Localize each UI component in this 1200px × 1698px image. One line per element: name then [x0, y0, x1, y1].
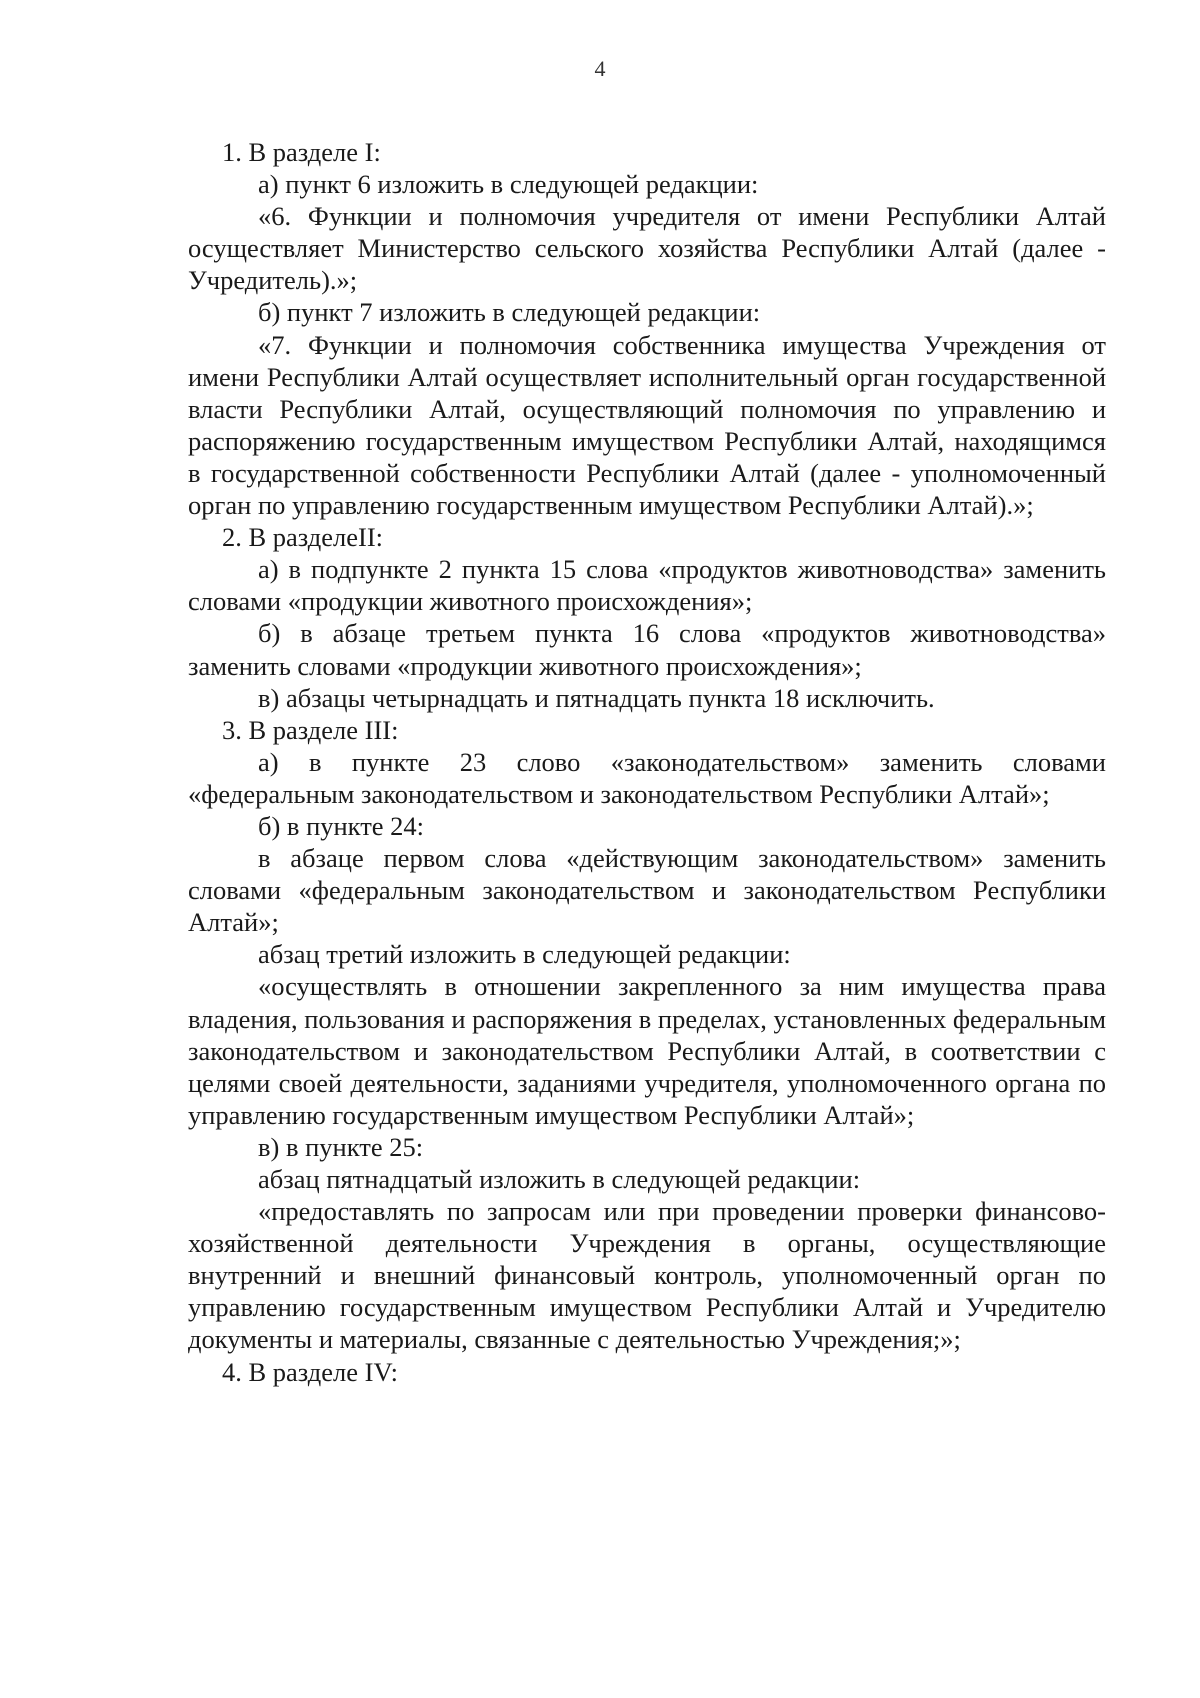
paragraph: «предоставлять по запросам или при проведении проверки финансово-хозяйственной деятельности Учреждения в органы, осуществляющие внутренний и внешний финансовый контроль, уполномоченный орган по управлению государственным имуществом Республики Алтай и Учредителю документы и материалы, связанные с деятельностью Учреждения;»;	[188, 1196, 1106, 1355]
paragraph: «6. Функции и полномочия учредителя от имени Республики Алтай осуществляет Министерство сельского хозяйства Республики Алтай (далее - Учредитель).»;	[188, 201, 1106, 296]
section-heading-3: 3. В разделе III:	[222, 714, 399, 745]
paragraph: а) пункт 6 изложить в следующей редакции:	[258, 169, 759, 200]
paragraph: в) в пункте 25:	[258, 1131, 424, 1162]
paragraph: б) в пункте 24:	[258, 810, 425, 841]
paragraph: в абзаце первом слова «действующим законодательством» заменить словами «федеральным законодательством и законодательством Республики Алтай»;	[188, 843, 1106, 938]
page-number: 4	[594, 56, 606, 81]
paragraph: а) в подпункте 2 пункта 15 слова «продуктов животноводства» заменить словами «продукции животного происхождения»;	[188, 554, 1106, 617]
section-heading-4: 4. В разделе IV:	[222, 1356, 399, 1387]
section-heading-1: 1. В разделе I:	[222, 137, 381, 167]
paragraph: б) пункт 7 изложить в следующей редакции:	[258, 297, 761, 328]
paragraph: «осуществлять в отношении закрепленного за ним имущества права владения, пользования и распоряжения в пределах, установленных федеральным законодательством и законодательством Республики Алтай, в соответствии с целями своей деятельности, заданиями учредителя, уполномоченного органа по управлению государственным имуществом Республики Алтай»;	[188, 971, 1106, 1130]
document-body	[188, 136, 1106, 1388]
paragraph: в) абзацы четырнадцать и пятнадцать пункта 18 исключить.	[258, 682, 935, 713]
paragraph: абзац пятнадцатый изложить в следующей редакции:	[258, 1164, 861, 1194]
paragraph: а) в пункте 23 слово «законодательством» заменить словами «федеральным законодательством и законодательством Республики Алтай»;	[188, 746, 1106, 809]
section-heading-2: 2. В разделеII:	[222, 522, 384, 553]
paragraph: б) в абзаце третьем пункта 16 слова «продуктов животноводства» заменить словами «продукции животного происхождения»;	[188, 618, 1106, 681]
paragraph: «7. Функции и полномочия собственника имущества Учреждения от имени Республики Алтай осуществляет исполнительный орган государственной власти Республики Алтай, осуществляющий полномочия по управлению и распоряжению государственным имуществом Республики Алтай, находящимся в государственной собственности Республики Алтай (далее - уполномоченный орган по управлению государственным имуществом Республики Алтай).»;	[188, 329, 1106, 521]
paragraph: абзац третий изложить в следующей редакции:	[258, 939, 791, 970]
